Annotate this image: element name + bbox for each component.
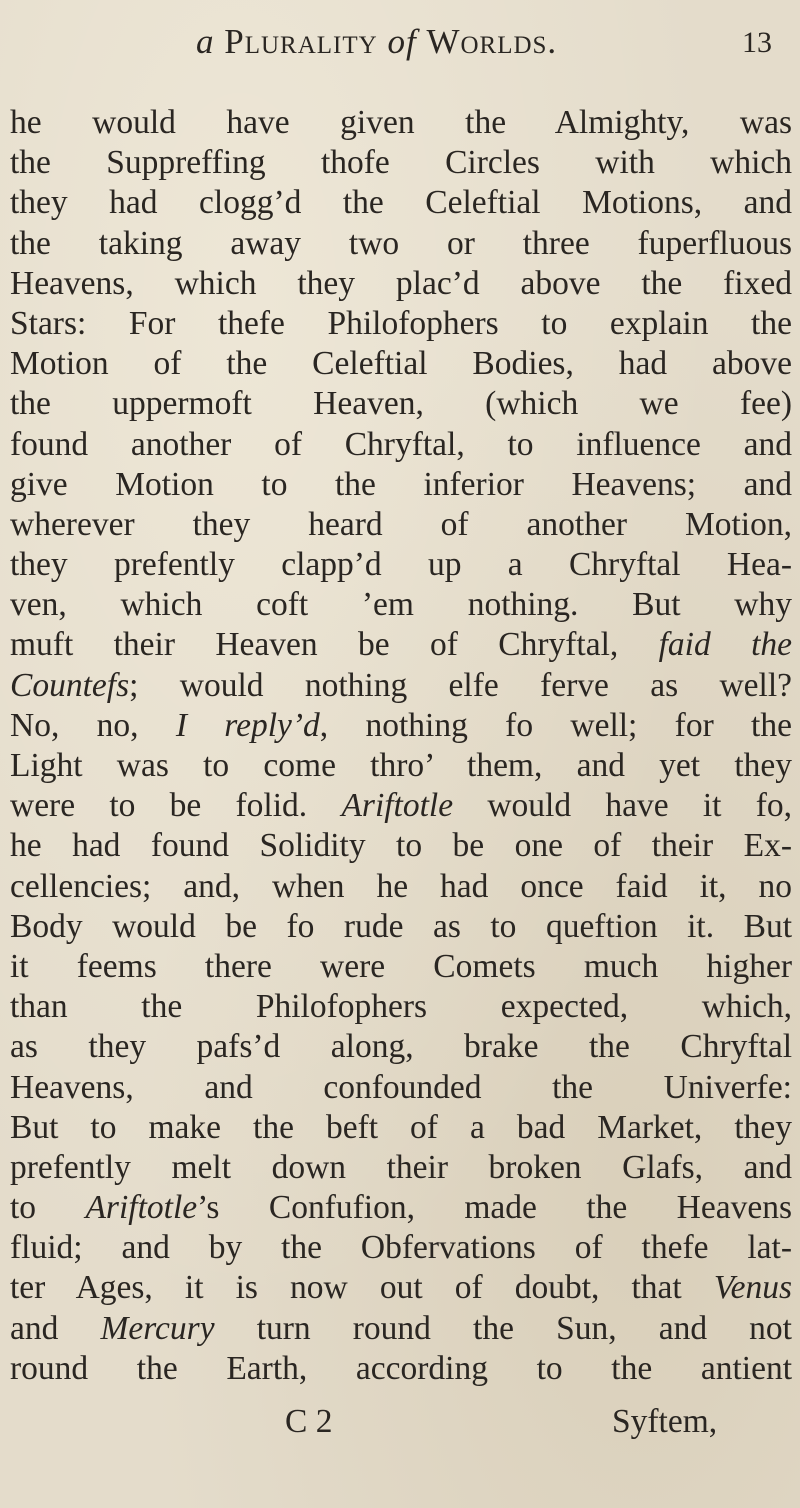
running-head xyxy=(0,22,800,72)
text-line: to Ariftotle’s Confufion, made the Heavens xyxy=(10,1189,792,1227)
text-line: Body would be fo rude as to queftion it. But xyxy=(10,907,792,945)
text-line: Light was to come thro’ them, and yet they xyxy=(10,747,792,784)
page-number: 13 xyxy=(742,26,772,59)
text-line: give Motion to the inferior Heavens; and xyxy=(10,465,792,503)
text-line: Motion of the Celeftial Bodies, had above xyxy=(10,345,792,383)
page-footer xyxy=(0,1403,800,1448)
text-line: Stars: For thefe Philofophers to explain the xyxy=(10,304,792,342)
text-line: Countefs; would nothing elfe ferve as well? xyxy=(10,666,792,704)
text-line: wherever they heard of another Motion, xyxy=(10,505,792,543)
text-line: and Mercury turn round the Sun, and not xyxy=(10,1309,792,1347)
text-line: found another of Chryftal, to influence and xyxy=(10,425,792,463)
text-line: were to be folid. Ariftotle would have it fo, xyxy=(10,787,792,825)
text-line: No, no, I reply’d, nothing fo well; for the xyxy=(10,706,792,744)
text-line: he had found Solidity to be one of their Ex- xyxy=(10,827,792,865)
text-line: the taking away two or three fuperfluous xyxy=(10,224,792,262)
title-prefix: a xyxy=(196,22,225,61)
text-line: it feems there were Comets much higher xyxy=(10,947,792,985)
body-text xyxy=(10,103,792,1389)
text-line: But to make the beft of a bad Market, they xyxy=(10,1108,792,1146)
text-line: as they pafs’d along, brake the Chryftal xyxy=(10,1028,792,1066)
text-line: ter Ages, it is now out of doubt, that Venus xyxy=(10,1269,792,1307)
text-line: cellencies; and, when he had once faid it, no xyxy=(10,867,792,905)
running-title xyxy=(196,22,557,62)
text-line: the Suppreffing thofe Circles with which xyxy=(10,144,792,182)
text-line: they had clogg’d the Celeftial Motions, and xyxy=(10,184,792,222)
text-line: the uppermoft Heaven, (which we fee) xyxy=(10,385,792,423)
catchword: Syftem, xyxy=(612,1403,718,1440)
text-line: he would have given the Almighty, was xyxy=(10,104,792,141)
title-word-plurality: Plurality xyxy=(224,22,378,61)
text-line: than the Philofophers expected, which, xyxy=(10,988,792,1026)
text-line: Heavens, which they plac’d above the fixed xyxy=(10,264,792,302)
title-word-worlds: Worlds. xyxy=(426,22,558,61)
text-line: prefently melt down their broken Glafs, and xyxy=(10,1148,792,1186)
text-line: fluid; and by the Obfervations of thefe lat- xyxy=(10,1229,792,1267)
text-line: Heavens, and confounded the Univerfe: xyxy=(10,1068,792,1106)
title-of: of xyxy=(377,22,427,61)
signature-mark: C 2 xyxy=(285,1403,333,1440)
text-line: they prefently clapp’d up a Chryftal Hea- xyxy=(10,546,792,584)
text-line: muft their Heaven be of Chryftal, faid the xyxy=(10,626,793,664)
text-line: ven, which coft ’em nothing. But why xyxy=(10,586,792,624)
text-line: round the Earth, according to the antient xyxy=(10,1349,792,1387)
